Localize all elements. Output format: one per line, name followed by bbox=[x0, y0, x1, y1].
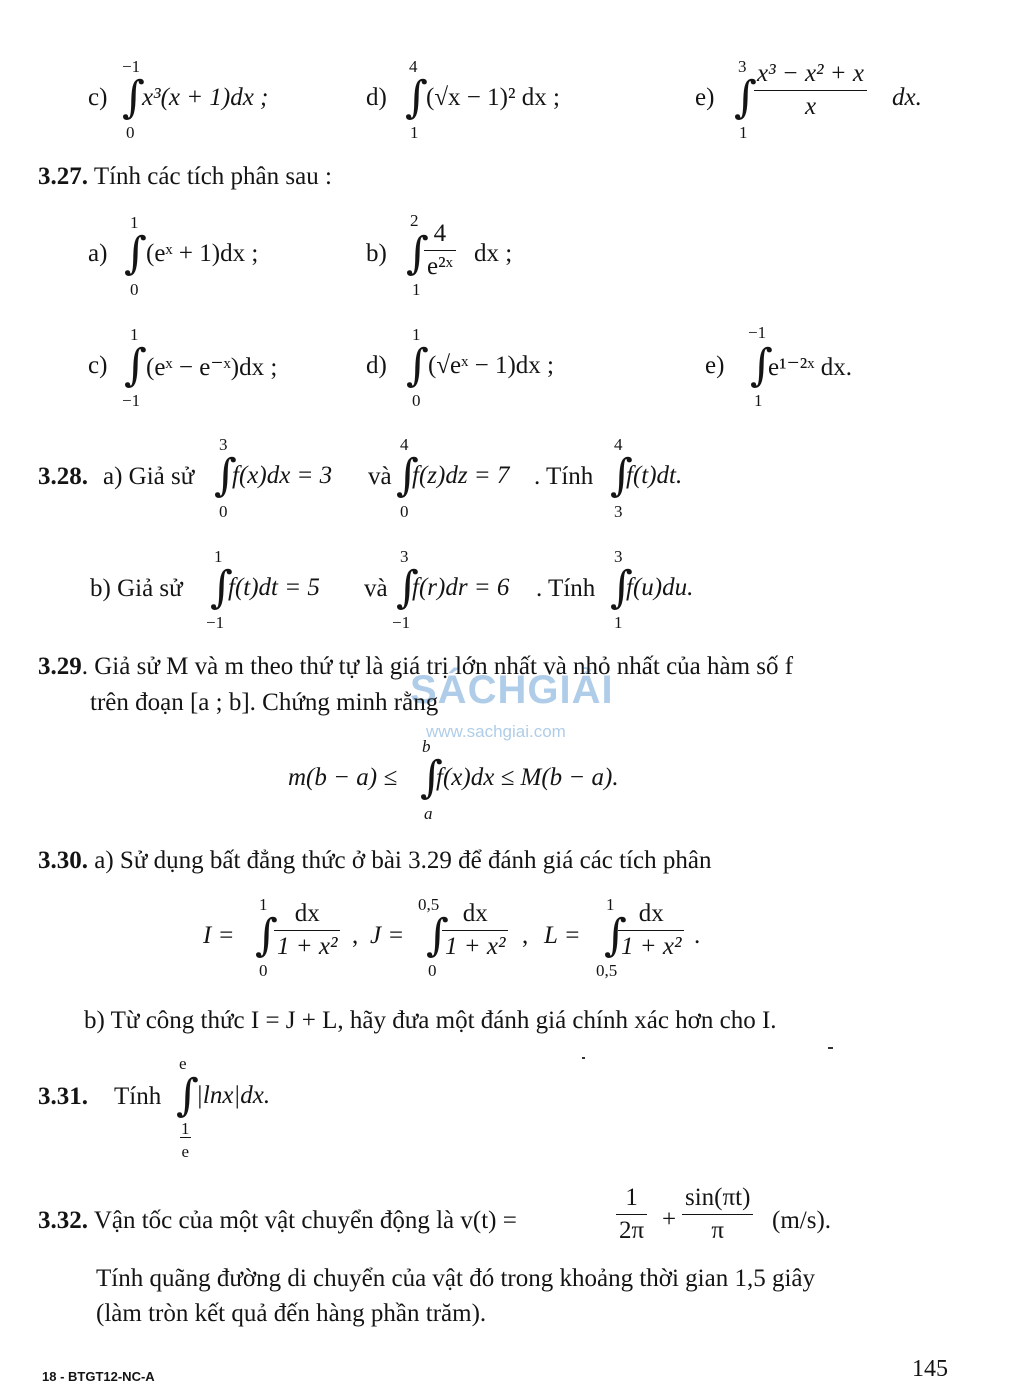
problem-text-line2: Tính quãng đường di chuyển của vật đó trong khoảng thời gian 1,5 giây bbox=[96, 1265, 816, 1292]
denominator: 1 + x² bbox=[277, 933, 338, 960]
integral-expr: f(t)dt. bbox=[626, 462, 683, 489]
integrand: |lnx|dx. bbox=[196, 1082, 271, 1109]
upper-limit: 4 bbox=[614, 435, 623, 454]
upper-limit: 1 bbox=[214, 547, 223, 566]
integral-sign: ∫ bbox=[420, 752, 443, 803]
problem-text-line1: Vận tốc của một vật chuyển động là v(t) = bbox=[93, 1207, 517, 1234]
fraction bbox=[754, 60, 867, 121]
integral-name: L = bbox=[544, 922, 581, 949]
numerator: 4 bbox=[424, 220, 456, 251]
lower-limit: −1 bbox=[392, 613, 411, 632]
item-label: d) bbox=[366, 352, 387, 379]
upper-limit: 2 bbox=[410, 211, 419, 230]
integrand: e¹⁻²ˣ dx. bbox=[768, 354, 853, 381]
problem-number: 3.30. bbox=[38, 847, 88, 874]
problem-number: 3.27. bbox=[38, 163, 88, 190]
upper-limit: 3 bbox=[400, 547, 409, 566]
lower-limit: 0 bbox=[130, 280, 139, 299]
lower-limit: −1 bbox=[122, 391, 141, 410]
separator: , bbox=[352, 922, 359, 949]
integral-sign: ∫ bbox=[124, 340, 147, 391]
inequality-left: m(b − a) ≤ bbox=[288, 764, 398, 791]
problem-number: 3.32. bbox=[38, 1207, 88, 1234]
integral-sign: ∫ bbox=[426, 910, 449, 961]
denominator: π bbox=[711, 1217, 725, 1244]
integral-expr: f(x)dx = 3 bbox=[232, 462, 333, 489]
integral-sign: ∫ bbox=[124, 228, 147, 279]
problem-number: 3.31. bbox=[38, 1083, 88, 1110]
conjunction: và bbox=[364, 575, 388, 602]
fraction bbox=[618, 900, 684, 961]
numerator: sin(πt) bbox=[682, 1184, 753, 1215]
integral-sign: ∫ bbox=[750, 340, 773, 391]
upper-limit: 4 bbox=[400, 435, 409, 454]
watermark-logo: SÁCHGIẢI bbox=[410, 668, 614, 712]
integrand: x³(x + 1)dx ; bbox=[142, 84, 269, 111]
denominator: 2π bbox=[619, 1217, 645, 1244]
part-intro: a) Giả sử bbox=[103, 463, 195, 490]
conjunction: và bbox=[368, 463, 392, 490]
integral-sign: ∫ bbox=[610, 562, 633, 613]
denominator: x bbox=[804, 93, 817, 120]
watermark-url: www.sachgiai.com bbox=[426, 722, 566, 741]
denominator: 1 + x² bbox=[445, 933, 506, 960]
upper-limit: e bbox=[179, 1054, 187, 1073]
footer-code: 18 - BTGT12-NC-A bbox=[42, 1369, 155, 1384]
item-label: c) bbox=[88, 84, 108, 111]
problem-number: 3.29 bbox=[38, 653, 82, 680]
integrand: (eˣ + 1)dx ; bbox=[146, 240, 259, 267]
integral-sign: ∫ bbox=[734, 72, 757, 123]
integrand-tail: dx ; bbox=[474, 240, 513, 267]
problem-text-line2: b) Từ công thức I = J + L, hãy đưa một đánh giá chính xác hơn cho I. bbox=[84, 1007, 777, 1034]
fraction bbox=[442, 900, 508, 961]
integrand: (eˣ − e⁻ˣ)dx ; bbox=[146, 354, 278, 381]
numerator: dx bbox=[442, 900, 508, 931]
upper-limit: 1 bbox=[130, 213, 139, 232]
lower-limit: 0 bbox=[126, 123, 135, 142]
upper-limit: −1 bbox=[122, 57, 141, 76]
lower-limit: 1 bbox=[739, 123, 748, 142]
integral-name: J = bbox=[370, 922, 405, 949]
ask-text: . Tính bbox=[536, 575, 596, 602]
lower-limit: 1 bbox=[614, 613, 623, 632]
integral-sign: ∫ bbox=[214, 450, 237, 501]
upper-limit: 4 bbox=[409, 57, 418, 76]
item-label: e) bbox=[705, 352, 725, 379]
fraction bbox=[616, 1184, 647, 1245]
separator: , bbox=[522, 922, 529, 949]
integral-sign: ∫ bbox=[406, 340, 429, 391]
integral-name: I = bbox=[203, 922, 235, 949]
upper-limit: 0,5 bbox=[418, 895, 440, 914]
upper-limit: 1 bbox=[130, 325, 139, 344]
integral-sign: ∫ bbox=[396, 562, 419, 613]
lower-limit: 3 bbox=[614, 502, 623, 521]
integrand-tail: dx. bbox=[892, 84, 922, 111]
upper-limit: 3 bbox=[738, 57, 747, 76]
denominator: e²ˣ bbox=[427, 253, 453, 280]
integral-sign: ∫ bbox=[210, 562, 233, 613]
separator: . bbox=[694, 922, 701, 949]
lower-limit: 0 bbox=[219, 502, 228, 521]
fraction bbox=[682, 1184, 753, 1245]
part-intro: b) Giả sử bbox=[90, 575, 183, 602]
lower-limit: −1 bbox=[206, 613, 225, 632]
fraction bbox=[274, 900, 340, 961]
problem-text-line2: trên đoạn [a ; b]. Chứng minh rằng bbox=[90, 689, 439, 716]
page-number: 145 bbox=[912, 1356, 948, 1382]
integral-sign: ∫ bbox=[396, 450, 419, 501]
inequality-right: f(x)dx ≤ M(b − a). bbox=[436, 764, 619, 791]
problem-text: Tính bbox=[114, 1083, 162, 1110]
integral-expr: f(z)dz = 7 bbox=[412, 462, 510, 489]
integral-sign: ∫ bbox=[255, 910, 278, 961]
lower-limit-numerator: 1 bbox=[181, 1119, 190, 1138]
lower-limit: 1 bbox=[410, 123, 419, 142]
item-label: e) bbox=[695, 84, 715, 111]
upper-limit: −1 bbox=[748, 323, 767, 342]
upper-limit: 1 bbox=[606, 895, 615, 914]
item-label: d) bbox=[366, 84, 387, 111]
item-label: c) bbox=[88, 352, 108, 379]
upper-limit: 1 bbox=[412, 325, 421, 344]
numerator: x³ − x² + x bbox=[754, 60, 867, 91]
lower-limit: 1 bbox=[412, 280, 421, 299]
problem-number: 3.28. bbox=[38, 463, 88, 490]
numerator: 1 bbox=[616, 1184, 647, 1215]
problem-text-line1: a) Sử dụng bất đẳng thức ở bài 3.29 để đánh giá các tích phân bbox=[94, 847, 712, 874]
upper-limit: b bbox=[422, 737, 431, 756]
lower-limit: 0 bbox=[259, 961, 268, 980]
integral-sign: ∫ bbox=[405, 72, 428, 123]
problem-text-line3: (làm tròn kết quả đến hàng phần trăm). bbox=[96, 1300, 487, 1327]
integral-sign: ∫ bbox=[122, 72, 145, 123]
scan-speck bbox=[582, 1057, 585, 1059]
lower-limit: 1 bbox=[754, 391, 763, 410]
lower-limit: 0 bbox=[400, 502, 409, 521]
upper-limit: 3 bbox=[614, 547, 623, 566]
denominator: 1 + x² bbox=[621, 933, 682, 960]
ask-text: . Tính bbox=[534, 463, 594, 490]
unit: (m/s). bbox=[772, 1207, 832, 1234]
lower-limit: 0 bbox=[428, 961, 437, 980]
problem-text-line1: . Giả sử M và m theo thứ tự là giá trị lớn nhất và nhỏ nhất của hàm số f bbox=[81, 653, 794, 680]
lower-limit-fraction bbox=[180, 1121, 191, 1160]
lower-limit: 0 bbox=[412, 391, 421, 410]
numerator: dx bbox=[618, 900, 684, 931]
upper-limit: 3 bbox=[219, 435, 228, 454]
integral-sign: ∫ bbox=[604, 910, 627, 961]
integral-sign: ∫ bbox=[406, 228, 429, 279]
scan-speck bbox=[828, 1047, 833, 1049]
item-label: b) bbox=[366, 240, 387, 267]
plus-sign: + bbox=[662, 1206, 677, 1233]
fraction bbox=[424, 220, 456, 281]
integral-expr: f(t)dt = 5 bbox=[228, 574, 320, 601]
problem-title: Tính các tích phân sau : bbox=[93, 163, 332, 190]
integrand: (√x − 1)² dx ; bbox=[426, 84, 560, 111]
lower-limit-denominator: e bbox=[181, 1142, 190, 1161]
numerator: dx bbox=[274, 900, 340, 931]
integral-expr: f(u)du. bbox=[626, 574, 694, 601]
upper-limit: 1 bbox=[259, 895, 268, 914]
item-label: a) bbox=[88, 240, 108, 267]
integrand: (√eˣ − 1)dx ; bbox=[428, 352, 554, 379]
integral-sign: ∫ bbox=[610, 450, 633, 501]
integral-expr: f(r)dr = 6 bbox=[412, 574, 510, 601]
integral-sign: ∫ bbox=[176, 1070, 199, 1121]
lower-limit: 0,5 bbox=[596, 961, 618, 980]
lower-limit: a bbox=[424, 804, 433, 823]
